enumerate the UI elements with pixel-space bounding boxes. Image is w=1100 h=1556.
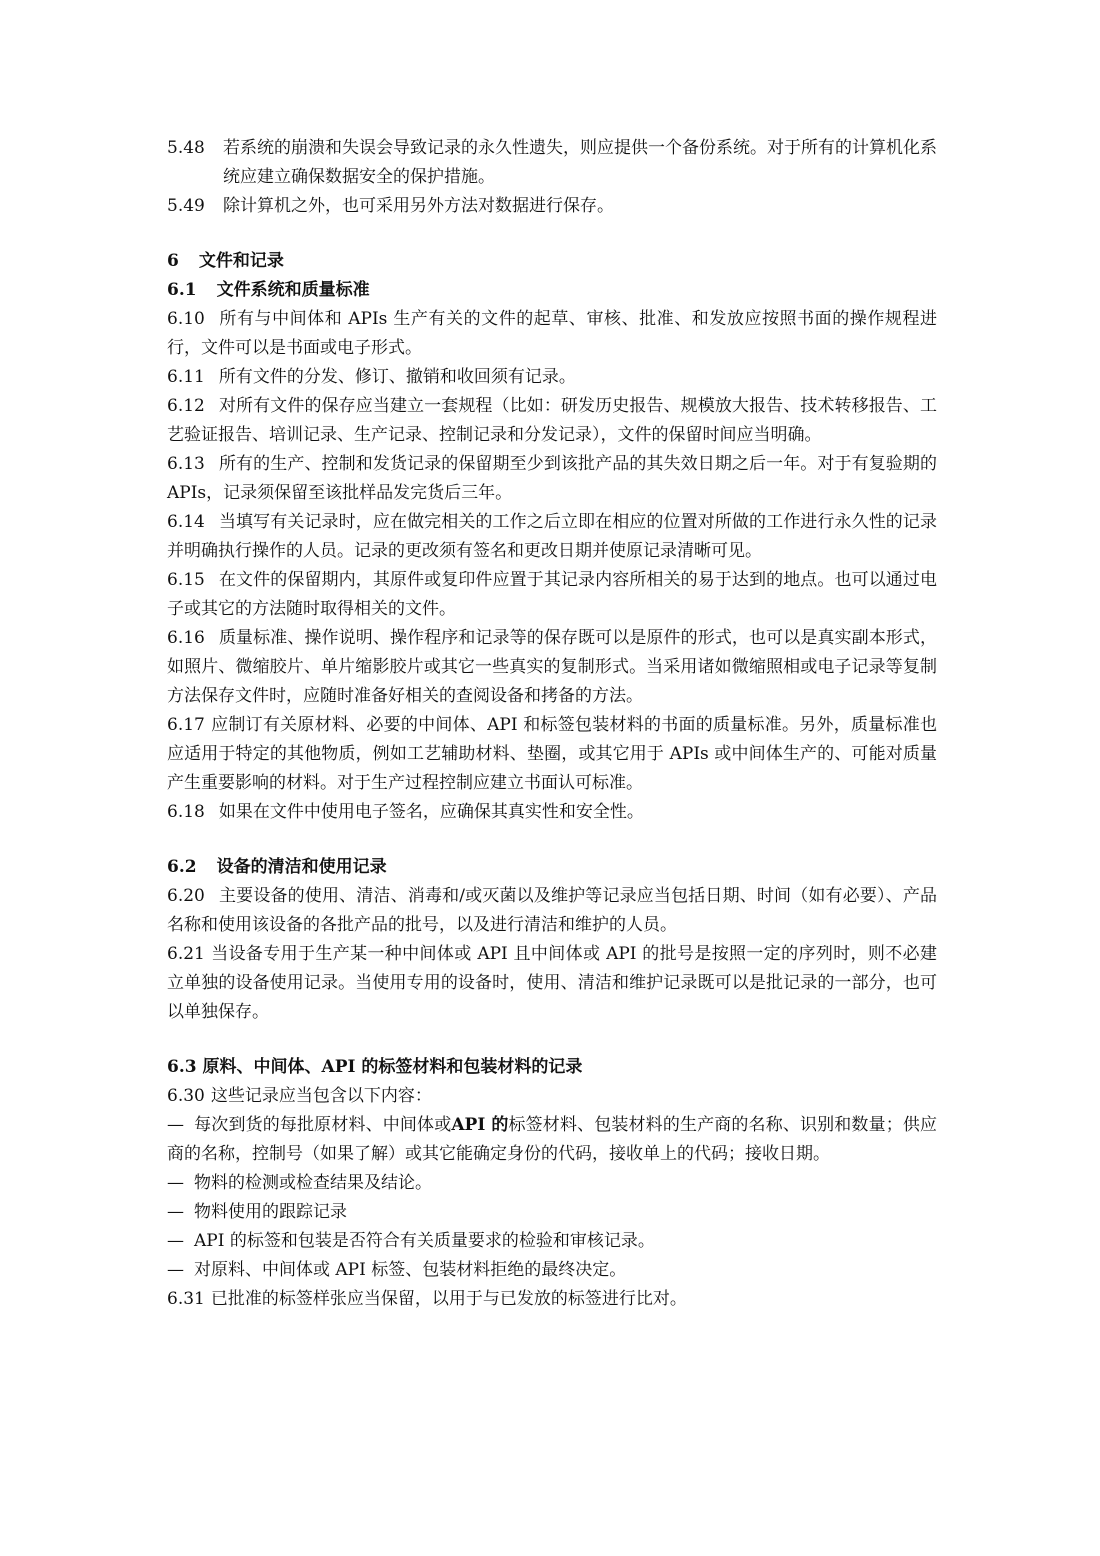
section-heading-6 <box>167 247 937 276</box>
section-title: 设备的清洁和使用记录 <box>216 857 387 877</box>
dash-marker: — <box>167 1260 184 1280</box>
clause-number: 6.18 <box>167 802 205 822</box>
clause-number: 6.12 <box>167 396 205 416</box>
clause-text: 这些记录应当包含以下内容： <box>210 1086 432 1106</box>
clause-text: 除计算机之外，也可采用另外方法对数据进行保存。 <box>223 196 614 216</box>
list-item-text: 每次到货的每批原材料、中间体或 <box>194 1115 452 1135</box>
clause-text: 如果在文件中使用电子签名，应确保其真实性和安全性。 <box>218 802 644 822</box>
clause-text: 所有与中间体和 APIs 生产有关的文件的起草、审核、批准、和发放应按照书面的操作规程进行，文件可以是书面或电子形式。 <box>167 309 937 358</box>
list-item-text: 物料使用的跟踪记录 <box>194 1202 347 1222</box>
dash-marker: — <box>167 1115 184 1135</box>
clause-number: 6.31 <box>167 1289 205 1309</box>
clause-number: 6.21 <box>167 944 205 964</box>
section-title: 文件和记录 <box>198 251 284 271</box>
clause-text: 所有的生产、控制和发货记录的保留期至少到该批产品的其失效日期之后一年。对于有复验期的 APIs，记录须保留至该批样品发完货后三年。 <box>167 454 937 503</box>
clause-number: 6.13 <box>167 454 205 474</box>
section-number: 6 <box>167 251 179 271</box>
dash-marker: — <box>167 1231 184 1251</box>
clause-text: 质量标准、操作说明、操作程序和记录等的保存既可以是原件的形式，也可以是真实副本形式，如照片、微缩胶片、单片缩影胶片或其它一些真实的复制形式。当采用诸如微缩照相或电子记录等复制方法保存文件时，应随时准备好相关的查阅设备和拷备的方法。 <box>167 628 937 706</box>
clause-number: 6.16 <box>167 628 205 648</box>
list-item <box>167 1169 937 1198</box>
clause-6-11 <box>167 363 937 392</box>
clause-5-48 <box>167 134 937 192</box>
list-item-text: API 的标签和包装是否符合有关质量要求的检验和审核记录。 <box>194 1231 655 1251</box>
clause-6-20 <box>167 882 937 940</box>
section-heading-6-1 <box>167 276 937 305</box>
section-number: 6.2 <box>167 857 197 877</box>
list-item-bold-text: API 的 <box>451 1115 509 1135</box>
clause-number: 6.15 <box>167 570 205 590</box>
list-item <box>167 1227 937 1256</box>
section-title: 文件系统和质量标准 <box>216 280 370 300</box>
section-number: 6.1 <box>167 280 197 300</box>
clause-6-13 <box>167 450 937 508</box>
clause-text: 当设备专用于生产某一种中间体或 API 且中间体或 API 的批号是按照一定的序列时，则不必建立单独的设备使用记录。当使用专用的设备时，使用、清洁和维护记录既可以是批记录的一部分，也可以单独保存。 <box>167 944 937 1022</box>
clause-number: 6.30 <box>167 1086 205 1106</box>
document-body <box>167 134 937 1314</box>
list-item <box>167 1111 937 1169</box>
clause-6-12 <box>167 392 937 450</box>
clause-text: 应制订有关原材料、必要的中间体、API 和标签包装材料的书面的质量标准。另外，质量标准也应适用于特定的其他物质，例如工艺辅助材料、垫圈，或其它用于 APIs 或中间体生产的、可能对质量产生重要影响的材料。对于生产过程控制应建立书面认可标准。 <box>167 715 937 793</box>
list-item <box>167 1198 937 1227</box>
section-number: 6.3 <box>167 1057 197 1077</box>
clause-number: 5.48 <box>167 138 205 158</box>
clause-5-49 <box>167 192 937 221</box>
dash-marker: — <box>167 1202 184 1222</box>
list-item-text: 标签材料、包装材料的生产商的名称、识别和数量；供应商的名称，控制号（如果了解）或其它能确定身份的代码，接收单上的代码；接收日期。 <box>167 1115 938 1164</box>
clause-6-17 <box>167 711 937 798</box>
clause-number: 6.10 <box>167 309 205 329</box>
dash-marker: — <box>167 1173 184 1193</box>
clause-number: 6.14 <box>167 512 205 532</box>
clause-text: 已批准的标签样张应当保留，以用于与已发放的标签进行比对。 <box>210 1289 687 1309</box>
clause-text: 在文件的保留期内，其原件或复印件应置于其记录内容所相关的易于达到的地点。也可以通过电子或其它的方法随时取得相关的文件。 <box>167 570 937 619</box>
section-heading-6-3 <box>167 1053 937 1082</box>
clause-6-21 <box>167 940 937 1027</box>
clause-6-18 <box>167 798 937 827</box>
clause-number: 5.49 <box>167 196 205 216</box>
clause-6-16 <box>167 624 937 711</box>
section-title: 原料、中间体、API 的标签材料和包装材料的记录 <box>202 1057 583 1077</box>
clause-6-31 <box>167 1285 937 1314</box>
clause-6-10 <box>167 305 937 363</box>
clause-text: 所有文件的分发、修订、撤销和收回须有记录。 <box>218 367 576 387</box>
clause-number: 6.11 <box>167 367 205 387</box>
section-heading-6-2 <box>167 853 937 882</box>
clause-text: 当填写有关记录时，应在做完相关的工作之后立即在相应的位置对所做的工作进行永久性的记录并明确执行操作的人员。记录的更改须有签名和更改日期并使原记录清晰可见。 <box>167 512 937 561</box>
list-item <box>167 1256 937 1285</box>
clause-text: 若系统的崩溃和失误会导致记录的永久性遗失，则应提供一个备份系统。对于所有的计算机化系统应建立确保数据安全的保护措施。 <box>223 138 937 187</box>
clause-number: 6.17 <box>167 715 205 735</box>
list-item-text: 对原料、中间体或 API 标签、包装材料拒绝的最终决定。 <box>194 1260 627 1280</box>
clause-number: 6.20 <box>167 886 205 906</box>
clause-6-14 <box>167 508 937 566</box>
clause-text: 对所有文件的保存应当建立一套规程（比如：研发历史报告、规模放大报告、技术转移报告、工艺验证报告、培训记录、生产记录、控制记录和分发记录），文件的保留时间应当明确。 <box>167 396 937 445</box>
clause-6-30 <box>167 1082 937 1111</box>
clause-text: 主要设备的使用、清洁、消毒和/或灭菌以及维护等记录应当包括日期、时间（如有必要）、产品名称和使用该设备的各批产品的批号，以及进行清洁和维护的人员。 <box>167 886 937 935</box>
clause-6-15 <box>167 566 937 624</box>
list-item-text: 物料的检测或检查结果及结论。 <box>194 1173 432 1193</box>
